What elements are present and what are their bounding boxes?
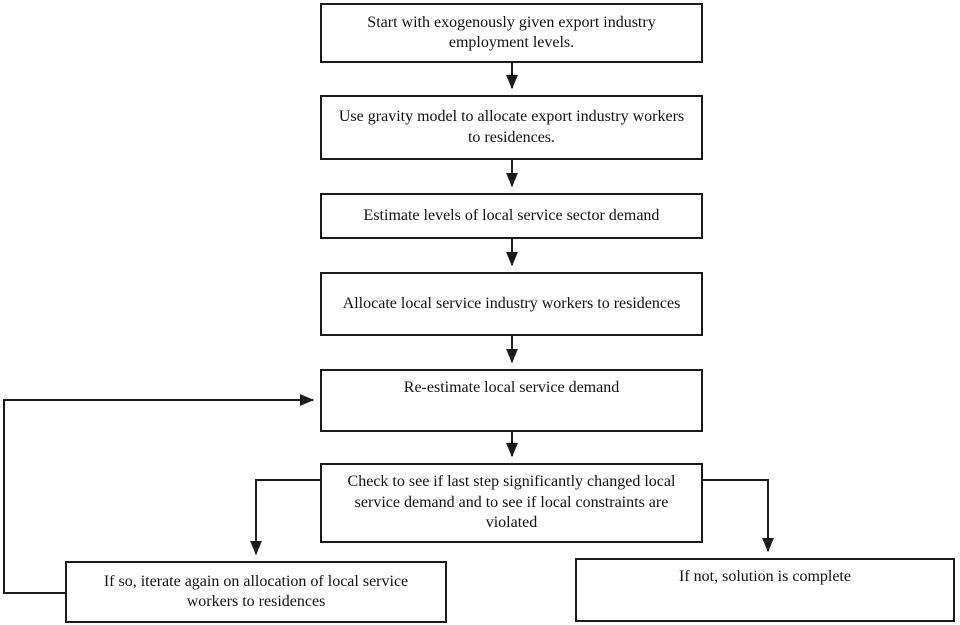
flow-node-estimate-demand: Estimate levels of local service sector demand <box>320 193 703 239</box>
flow-node-iterate-again: If so, iterate again on allocation of local service workers to residences <box>65 561 447 623</box>
flow-node-allocate-workers: Allocate local service industry workers to residences <box>320 272 703 336</box>
flow-node-solution-complete: If not, solution is complete <box>575 558 955 622</box>
flow-node-reestimate-demand: Re-estimate local service demand <box>320 369 703 432</box>
flow-node-check-convergence: Check to see if last step significantly changed local service demand and to see if local constraints are violated <box>320 463 703 543</box>
flow-node-start: Start with exogenously given export industry employment levels. <box>320 3 703 63</box>
arrow-check-to-iterate <box>256 480 320 554</box>
flow-node-gravity-model: Use gravity model to allocate export industry workers to residences. <box>320 95 703 160</box>
arrow-check-to-complete <box>703 480 768 551</box>
